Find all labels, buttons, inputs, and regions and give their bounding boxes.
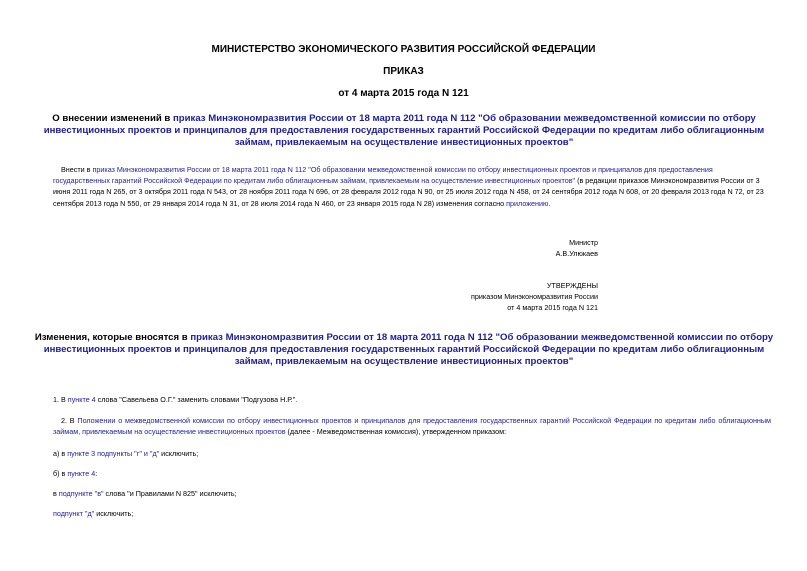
approval-line-1: УТВЕРЖДЕНЫ: [546, 281, 598, 290]
subitem-d-link[interactable]: подпункт "д": [53, 509, 95, 518]
ministry-heading: МИНИСТЕРСТВО ЭКОНОМИЧЕСКОГО РАЗВИТИЯ РОССИЙСКОЙ ФЕДЕРАЦИИ: [211, 44, 596, 55]
subitem-b-suffix: :: [95, 469, 98, 478]
subitem-b: [53, 468, 97, 479]
subitem-b-link[interactable]: пункте 4: [67, 469, 96, 478]
item1-prefix: 1. В: [53, 395, 68, 404]
item1-suffix: слова "Савельева О.Г." заменить словами "Подгузова Н.Р.".: [95, 395, 298, 404]
signature-position: Министр: [569, 238, 598, 247]
changes-title-prefix: Изменения, которые вносятся в: [34, 332, 191, 343]
intro-order-link[interactable]: приказ Минэкономразвития России от 18 марта 2011 года N 112 "Об образовании межведомственной комиссии по отбору инвестиционных проектов и принципалов для предоставления государственных гарантий Российской Федерации по кредитам либо облигационным займам, привлекаемым на осуществление инвестиционных проектов": [53, 165, 713, 186]
subitem-a-prefix: а) в: [53, 449, 68, 458]
intro-paragraph: [53, 164, 771, 209]
item2-suffix: (далее - Межведомственная комиссия), утвержденном приказом:: [285, 427, 507, 436]
subitem-c-prefix: в: [53, 489, 59, 498]
subitem-d-suffix: исключить;: [94, 509, 134, 518]
list-item-1: [53, 394, 297, 405]
intro-middle: (в редакции приказов Минэкономразвития России от 3 июня 2011 года N 265, от 3 октября 2011 года N 543, от 28 ноября 2011 года N 696, от 28 февраля 2012 года N 90, от 25 июля 2012 года N 458, от 24 сентября 2012 года N 608, от 20 февраля 2013 года N 72, от 23 сентября 2013 года N 550, от 29 января 2014 года N 31, от 28 июля 2014 года N 460, от 23 января 2015 года N 28) изменения согласно: [53, 176, 764, 208]
order-title-link[interactable]: приказ Минэкономразвития России от 18 марта 2011 года N 112 "Об образовании межведомственной комиссии по отбору инвестиционных проектов и принципалов для предоставления государственных гарантий Российской Федерации по кредитам либо облигационным займам, привлекаемым на осуществление инвестиционных проектов": [43, 113, 765, 148]
subitem-a: [53, 448, 198, 459]
subitem-c-link[interactable]: подпункте "в": [58, 489, 104, 498]
subitem-b-prefix: б) в: [53, 469, 68, 478]
order-title: [34, 113, 774, 149]
intro-appendix-link[interactable]: приложению: [506, 198, 549, 208]
subitem-b-line-1: [53, 488, 237, 499]
changes-title-link[interactable]: приказ Минэкономразвития России от 18 марта 2011 года N 112 "Об образовании межведомственной комиссии по отбору инвестиционных проектов и принципалов для предоставления государственных гарантий Российской Федерации по кредитам либо облигационным займам, привлекаемым на осуществление инвестиционных проектов": [43, 332, 774, 367]
order-title-prefix: О внесении изменений в: [52, 113, 173, 124]
subitem-c-suffix: слова "и Правилами N 825" исключить;: [103, 489, 237, 498]
item1-link[interactable]: пункте 4: [67, 395, 96, 404]
item2-prefix: 2. В: [61, 416, 78, 425]
list-item-2: [53, 415, 771, 437]
subitem-a-link-2[interactable]: подпункты "г" и "д": [97, 449, 160, 458]
subitem-a-suffix: исключить;: [159, 449, 199, 458]
signature-name: А.В.Улюкаев: [555, 249, 598, 258]
doc-date-number: от 4 марта 2015 года N 121: [338, 88, 469, 99]
subitem-a-link[interactable]: пункте 3: [67, 449, 96, 458]
intro-suffix: .: [548, 198, 551, 208]
changes-title: [34, 332, 774, 368]
subitem-b-line-2: [53, 508, 133, 519]
approval-line-2: приказом Минэкономразвития России: [471, 292, 598, 301]
item2-link[interactable]: Положении о межведомственной комиссии по отбору инвестиционных проектов и принципалов для предоставления государственных гарантий Российской Федерации по кредитам либо облигационным займам, привлекаемым на осуществление инвестиционных проектов: [53, 416, 771, 436]
doc-type-heading: ПРИКАЗ: [383, 66, 424, 77]
intro-prefix: Внести в: [61, 165, 93, 174]
approval-line-3: от 4 марта 2015 года N 121: [507, 303, 598, 312]
